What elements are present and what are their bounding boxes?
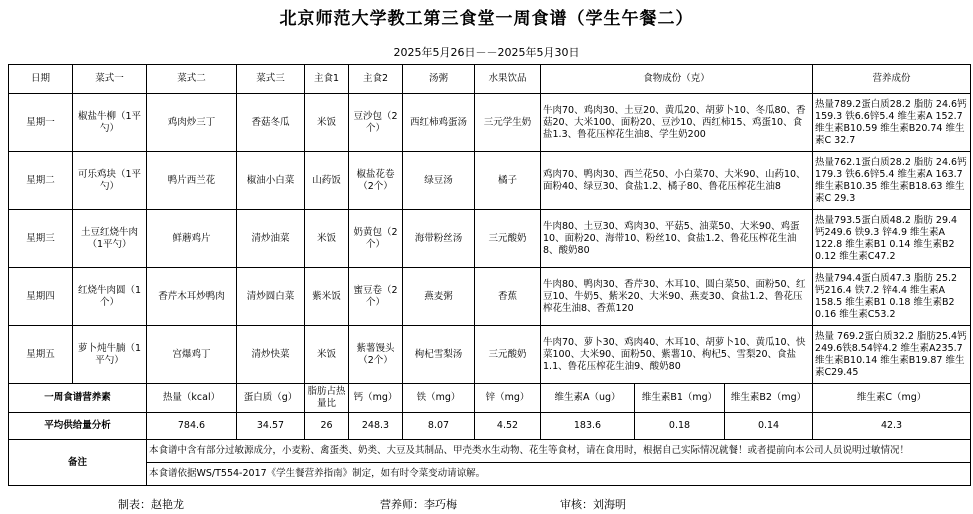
dish3-cell: 清炒油菜: [237, 210, 305, 268]
weekly-col-vitc: 维生素C（mg）: [813, 384, 971, 413]
fruit-cell: 橘子: [475, 152, 541, 210]
notes-basis: 本食谱依据WS/T554-2017《学生餐营养指南》制定，如有时令菜变动请谅解。: [147, 463, 971, 486]
weekly-col-fat: 脂肪占热量比: [305, 384, 349, 413]
ingredients-cell: 鸡肉70、鸭肉30、西兰花50、小白菜70、大米90、山药10、面粉40、绿豆30、食盐1.2、橘子80、鲁花压榨花生油8: [541, 152, 813, 210]
header-dish1: 菜式一: [73, 65, 147, 94]
dish2-cell: 宫爆鸡丁: [147, 326, 237, 384]
avg-calcium: 248.3: [349, 413, 403, 440]
nutrition-cell: 热量762.1蛋白质28.2 脂肪 24.6钙179.3 铁6.6锌5.4 维生素A 163.7 维生素B10.35 维生素B18.63 维生素C 29.3: [813, 152, 971, 210]
signature-bar: [0, 494, 973, 514]
staple2-cell: 奶黄包（2个）: [349, 210, 403, 268]
soup-cell: 海带粉丝汤: [403, 210, 475, 268]
dish3-cell: 清炒圆白菜: [237, 268, 305, 326]
dish1-cell: 红烧牛肉圆（1个）: [73, 268, 147, 326]
reviewer-label: 审核：刘海明: [560, 498, 626, 511]
table-row: [9, 94, 971, 152]
dish3-cell: 椒油小白菜: [237, 152, 305, 210]
fruit-cell: 三元酸奶: [475, 210, 541, 268]
fruit-cell: 香蕉: [475, 268, 541, 326]
header-dish2: 菜式二: [147, 65, 237, 94]
page-title: 北京师范大学教工第三食堂一周食谱（学生午餐二）: [279, 9, 694, 29]
notes-row: [9, 440, 971, 463]
soup-cell: 枸杞雪梨汤: [403, 326, 475, 384]
avg-vitc: 42.3: [813, 413, 971, 440]
dish3-cell: 香菇冬瓜: [237, 94, 305, 152]
average-row: [9, 413, 971, 440]
dish1-cell: 椒盐牛柳（1平勺）: [73, 94, 147, 152]
menu-table: [8, 64, 971, 486]
weekly-col-vitb1: 维生素B1（mg）: [635, 384, 725, 413]
dish3-cell: 清炒快菜: [237, 326, 305, 384]
staple1-cell: 米饭: [305, 210, 349, 268]
avg-vitb1: 0.18: [635, 413, 725, 440]
staple2-cell: 紫薯馒头（2个）: [349, 326, 403, 384]
table-row: [9, 268, 971, 326]
avg-vita: 183.6: [541, 413, 635, 440]
notes-allergen: 本食谱中含有部分过敏源成分，小麦粉、禽蛋类、奶类、大豆及其制品、甲壳类水生动物、花生等食材，请在食用时，根据自己实际情况就餐！或者提前向本公司人员说明过敏情况！: [147, 440, 971, 463]
staple2-cell: 豆沙包（2个）: [349, 94, 403, 152]
day-cell: 星期五: [9, 326, 73, 384]
dish2-cell: 鸭片西兰花: [147, 152, 237, 210]
weekly-col-energy: 热量（kcal）: [147, 384, 237, 413]
avg-iron: 8.07: [403, 413, 475, 440]
nutrition-cell: 热量 769.2蛋白质32.2 脂肪25.4钙249.6铁8.54锌4.2 维生素A235.7 维生素B10.14 维生素B19.87 维生素C29.45: [813, 326, 971, 384]
date-range: 2025年5月26日－－2025年5月30日: [393, 46, 580, 59]
avg-zinc: 4.52: [475, 413, 541, 440]
ingredients-cell: 牛肉80、鸭肉30、香芹30、木耳10、圆白菜50、面粉50、红豆10、牛奶5、紫米20、大米90、燕麦30、食盐1.2、鲁花压榨花生油8、香蕉120: [541, 268, 813, 326]
soup-cell: 绿豆汤: [403, 152, 475, 210]
avg-protein: 34.57: [237, 413, 305, 440]
header-dish3: 菜式三: [237, 65, 305, 94]
notes-label: 备注: [9, 440, 147, 486]
soup-cell: 西红柿鸡蛋汤: [403, 94, 475, 152]
soup-cell: 燕麦粥: [403, 268, 475, 326]
header-staple1: 主食1: [305, 65, 349, 94]
weekly-label: 一周食谱营养素: [9, 384, 147, 413]
notes-row: [9, 463, 971, 486]
weekly-col-zinc: 锌（mg）: [475, 384, 541, 413]
maker-label: 制表：赵艳龙: [118, 498, 184, 511]
staple1-cell: 米饭: [305, 94, 349, 152]
header-ingredients: 食物成份（克）: [541, 65, 813, 94]
avg-energy: 784.6: [147, 413, 237, 440]
staple1-cell: 山药饭: [305, 152, 349, 210]
nutrition-cell: 热量793.5蛋白质48.2 脂肪 29.4 钙249.6 铁9.3 锌4.9 维生素A 122.8 维生素B1 0.14 维生素B2 0.12 维生素C47.2: [813, 210, 971, 268]
fruit-cell: 三元学生奶: [475, 94, 541, 152]
weekly-col-vita: 维生素A（ug）: [541, 384, 635, 413]
staple1-cell: 米饭: [305, 326, 349, 384]
day-cell: 星期二: [9, 152, 73, 210]
day-cell: 星期三: [9, 210, 73, 268]
dish1-cell: 土豆红烧牛肉（1平勺）: [73, 210, 147, 268]
header-row: [9, 65, 971, 94]
nutrition-cell: 热量789.2蛋白质28.2 脂肪 24.6钙159.3 铁6.6锌5.4 维生素A 152.7 维生素B10.59 维生素B20.74 维生素C 32.7: [813, 94, 971, 152]
staple2-cell: 椒盐花卷（2个）: [349, 152, 403, 210]
weekly-col-protein: 蛋白质（g）: [237, 384, 305, 413]
staple2-cell: 蜜豆卷（2个）: [349, 268, 403, 326]
header-staple2: 主食2: [349, 65, 403, 94]
fruit-cell: 三元酸奶: [475, 326, 541, 384]
table-row: [9, 210, 971, 268]
table-row: [9, 326, 971, 384]
avg-vitb2: 0.14: [725, 413, 813, 440]
ingredients-cell: 牛肉70、萝卜30、鸡肉40、木耳10、胡萝卜10、黄瓜10、快菜100、大米90、面粉50、紫薯10、枸杞5、雪梨20、食盐1.1、鲁花压榨花生油9、酸奶80: [541, 326, 813, 384]
nutritionist-label: 营养师：李巧梅: [380, 498, 457, 511]
header-soup: 汤粥: [403, 65, 475, 94]
weekly-col-calcium: 钙（mg）: [349, 384, 403, 413]
table-row: [9, 152, 971, 210]
header-nutrition: 营养成份: [813, 65, 971, 94]
header-date: 日期: [9, 65, 73, 94]
header-fruit: 水果饮品: [475, 65, 541, 94]
dish2-cell: 鸡肉炒三丁: [147, 94, 237, 152]
nutrition-cell: 热量794.4蛋白质47.3 脂肪 25.2 钙216.4 铁7.2 锌4.4 维生素A 158.5 维生素B1 0.18 维生素B2 0.16 维生素C53.2: [813, 268, 971, 326]
staple1-cell: 紫米饭: [305, 268, 349, 326]
ingredients-cell: 牛肉80、土豆30、鸡肉30、平菇5、油菜50、大米90、鸡蛋10、面粉20、海带10、粉丝10、食盐1.2、鲁花压榨花生油8、酸奶80: [541, 210, 813, 268]
weekly-nutrients-row: [9, 384, 971, 413]
weekly-col-vitb2: 维生素B2（mg）: [725, 384, 813, 413]
day-cell: 星期一: [9, 94, 73, 152]
ingredients-cell: 牛肉70、鸡肉30、土豆20、黄瓜20、胡萝卜10、冬瓜80、香菇20、大米100、面粉20、豆沙10、西红柿15、鸡蛋10、食盐1.3、鲁花压榨花生油8、学生奶200: [541, 94, 813, 152]
dish1-cell: 可乐鸡块（1平勺）: [73, 152, 147, 210]
weekly-col-iron: 铁（mg）: [403, 384, 475, 413]
average-label: 平均供给量分析: [9, 413, 147, 440]
avg-fat: 26: [305, 413, 349, 440]
dish2-cell: 香芹木耳炒鸭肉: [147, 268, 237, 326]
dish1-cell: 萝卜炖牛腩（1平勺）: [73, 326, 147, 384]
dish2-cell: 鲜蘑鸡片: [147, 210, 237, 268]
day-cell: 星期四: [9, 268, 73, 326]
